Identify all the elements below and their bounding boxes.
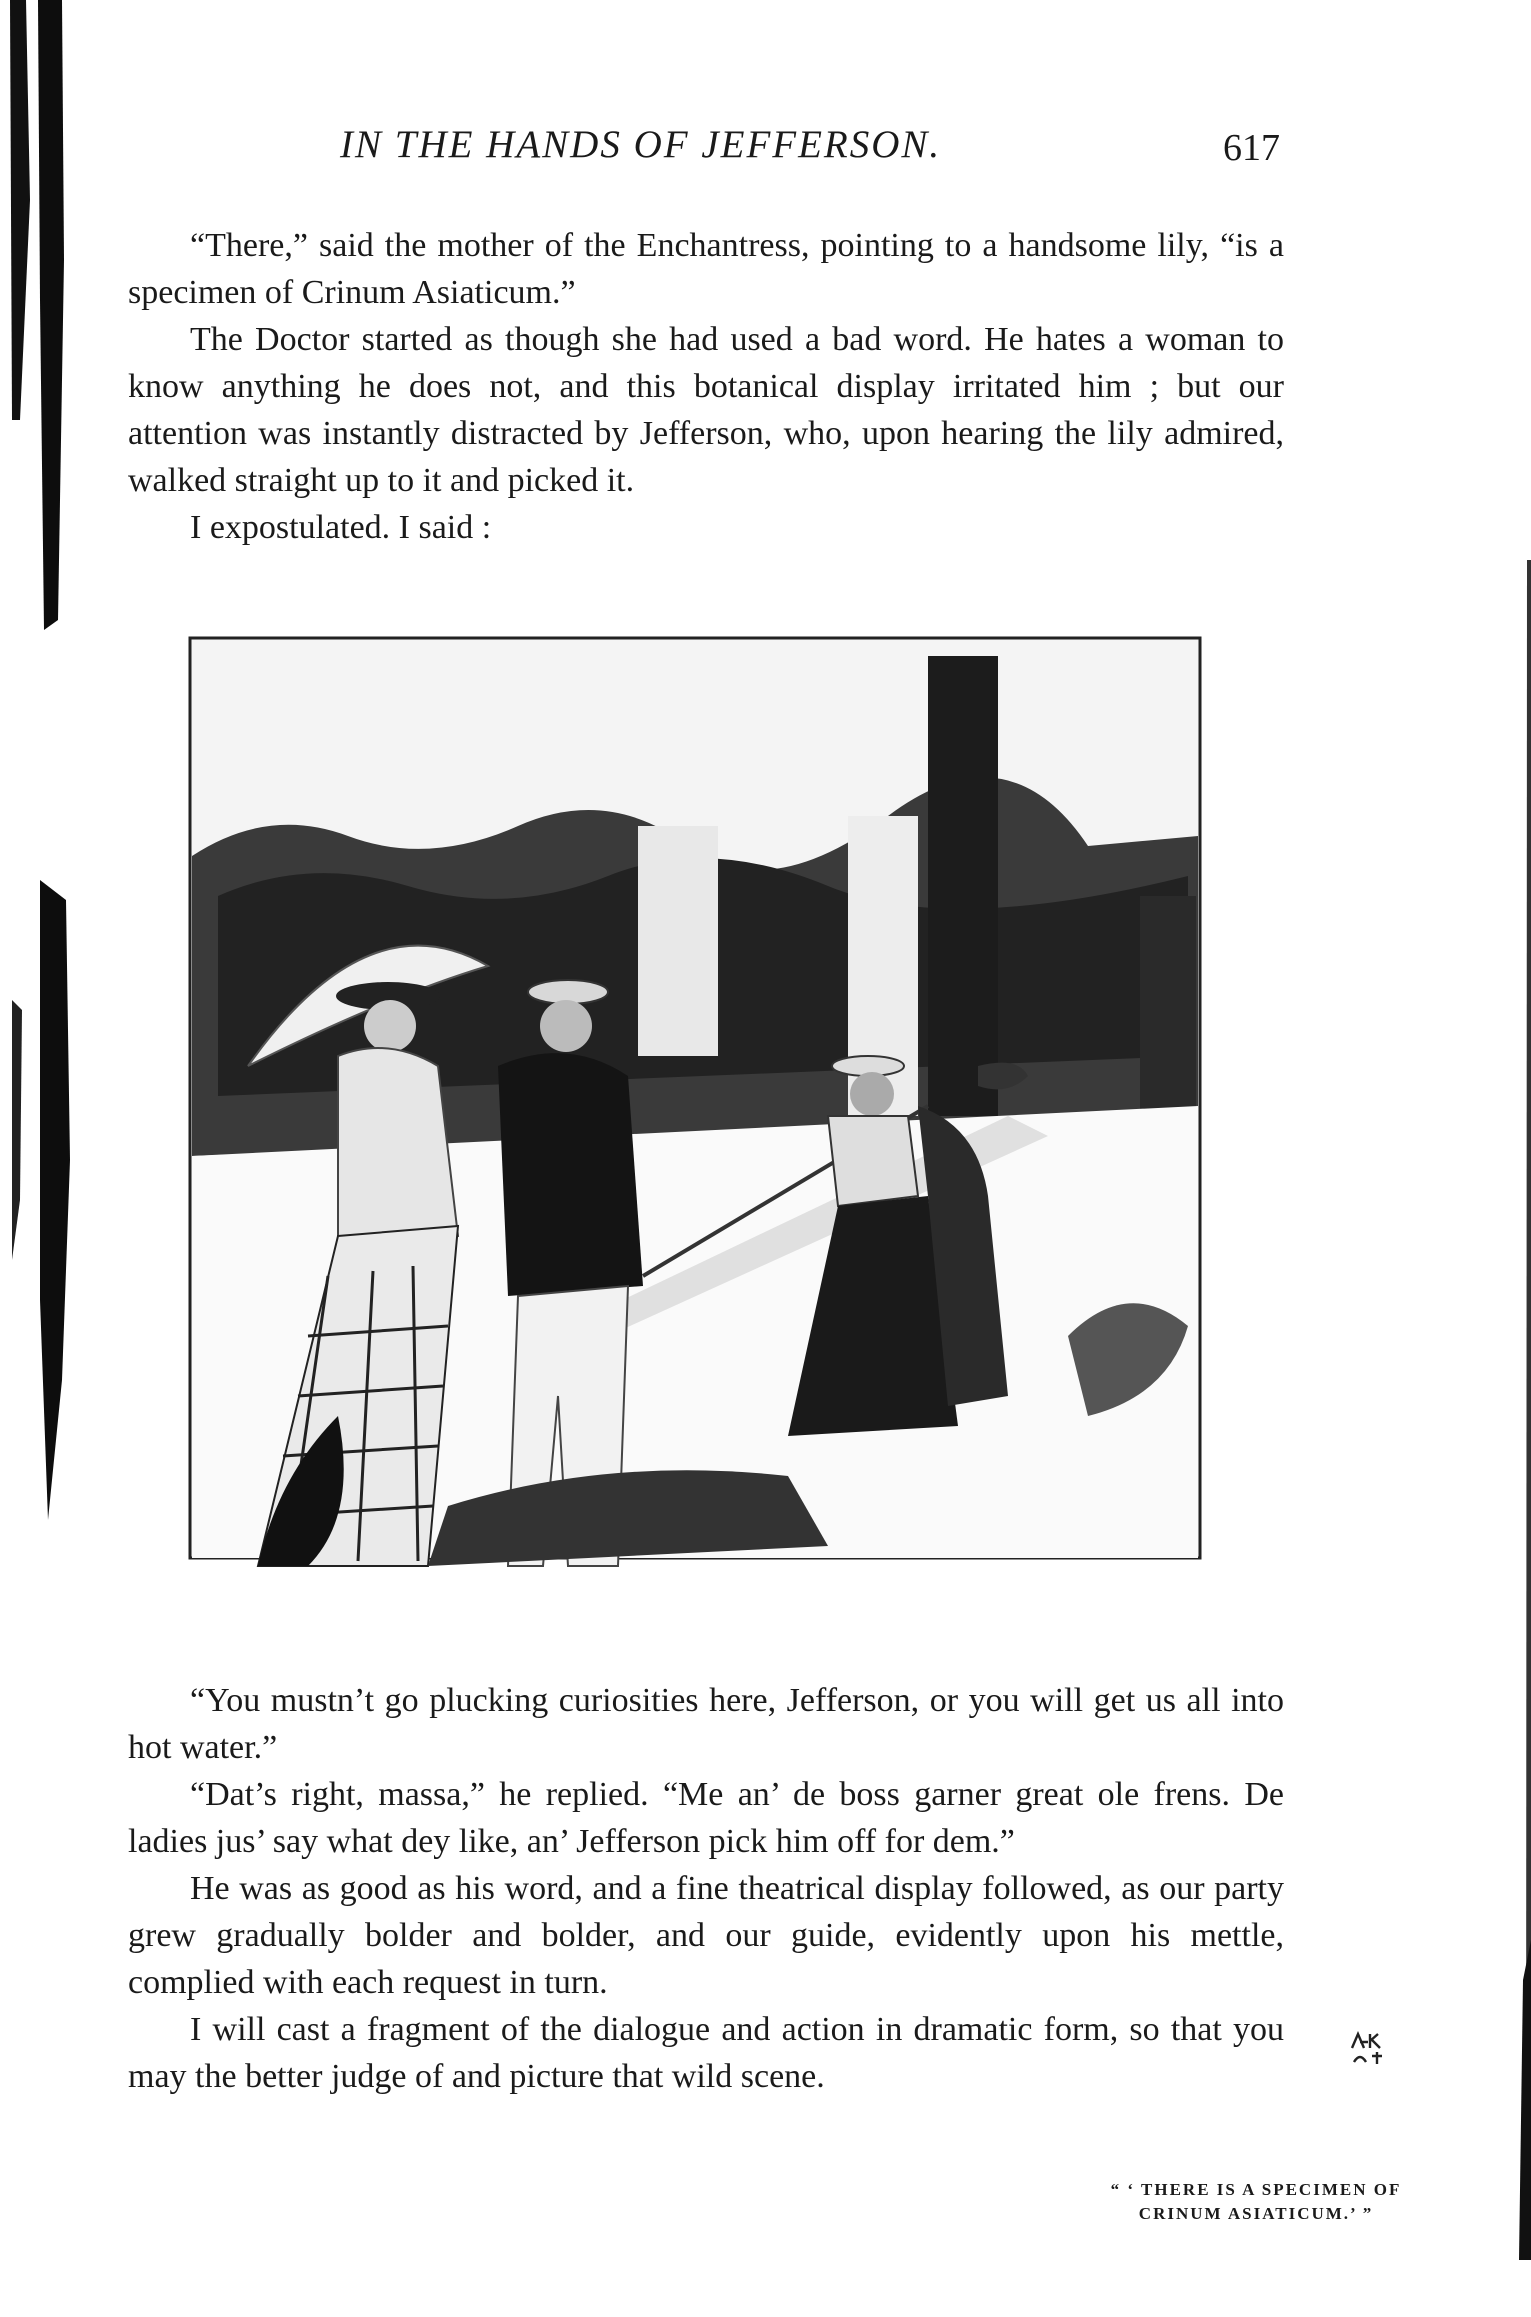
paragraph: The Doctor started as though she had used a bad word. He hates a woman to know anything he does not, and this botanical display irritated him ; but our attention was instantly distracted by Jefferson, who, upon hearing the lily admired, walked straight up to it and picked it. [128, 321, 1284, 499]
paragraph: “You mustn’t go plucking curiosities here, Jefferson, or you will get us all into hot water.” [128, 1682, 1284, 1766]
scan-edge-right [1509, 560, 1531, 2260]
page-header [340, 118, 1280, 178]
artist-signature [1348, 2028, 1392, 2068]
scan-edge-left [0, 0, 70, 1540]
paragraph: He was as good as his word, and a fine theatrical display followed, as our party grew gradually bolder and bolder, and our guide, evidently upon his mettle, complied with each request in turn. [128, 1870, 1284, 2001]
caption-line: “ ‘ THERE IS A SPECIMEN OF [1110, 2180, 1402, 2199]
paragraph: “Dat’s right, massa,” he replied. “Me an’ de boss garner great ole frens. De ladies jus’ say what dey like, an’ Jefferson pick him off for dem.” [128, 1776, 1284, 1860]
garden-scene-drawing [188, 636, 1224, 1650]
running-title: IN THE HANDS OF JEFFERSON. [340, 123, 942, 166]
page-number: 617 [1223, 127, 1280, 169]
paragraph: “There,” said the mother of the Enchantress, pointing to a handsome lily, “is a specimen of Crinum Asiaticum.” [128, 227, 1284, 311]
caption-line: CRINUM ASIATICUM.’ ” [1138, 2204, 1374, 2223]
text-block-bottom [128, 1677, 1284, 2100]
paragraph: I expostulated. I said : [190, 509, 492, 546]
illustration-caption [1066, 2178, 1446, 2226]
text-block-top [128, 222, 1284, 551]
paragraph: I will cast a fragment of the dialogue and action in dramatic form, so that you may the better judge of and picture that wild scene. [128, 2011, 1284, 2095]
